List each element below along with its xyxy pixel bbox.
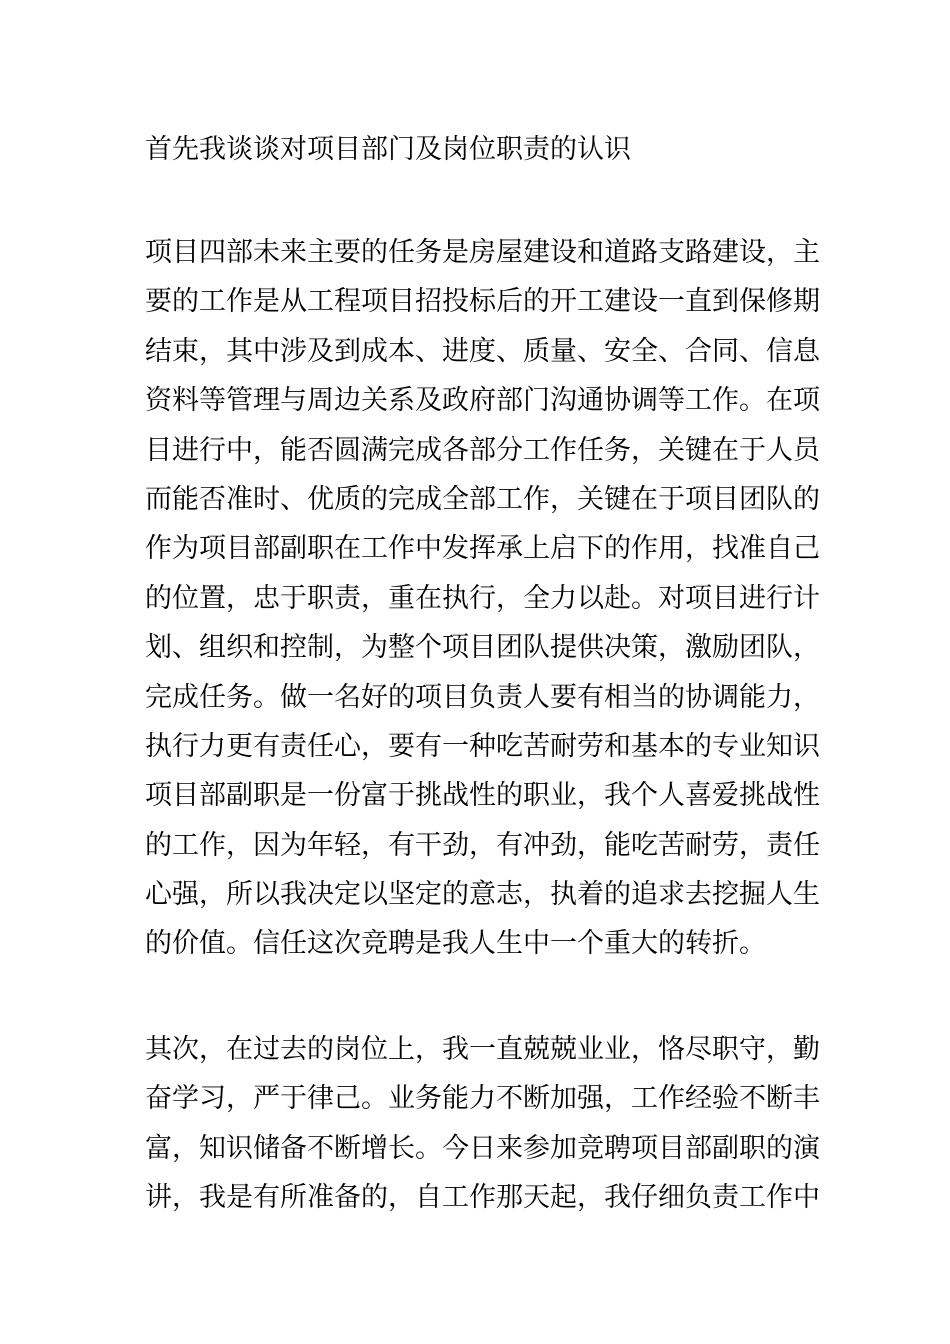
paragraph-line: 心强，所以我决定以坚定的意志，执着的追求去挖掘人生 bbox=[145, 879, 820, 911]
paragraph-line: 讲，我是有所准备的，自工作那天起，我仔细负责工作中 bbox=[145, 1182, 820, 1214]
paragraph-line: 作为项目部副职在工作中发挥承上启下的作用，找准自己 bbox=[145, 533, 820, 565]
paragraph-line: 的位置，忠于职责，重在执行，全力以赴。对项目进行计 bbox=[145, 582, 820, 614]
paragraph-line: 而能否准时、优质的完成全部工作，关键在于项目团队的 bbox=[145, 483, 820, 515]
paragraph-line: 富，知识储备不断增长。今日来参加竞聘项目部副职的演 bbox=[145, 1132, 820, 1164]
paragraph-line: 的价值。信任这次竞聘是我人生中一个重大的转折。 bbox=[145, 928, 766, 960]
paragraph-line: 资料等管理与周边关系及政府部门沟通协调等工作。在项 bbox=[145, 385, 820, 417]
paragraph-2 bbox=[145, 1025, 820, 1223]
paragraph-line: 执行力更有责任心，要有一种吃苦耐劳和基本的专业知识 bbox=[145, 730, 820, 762]
paragraph-line: 目进行中，能否圆满完成各部分工作任务，关键在于人员 bbox=[145, 434, 820, 466]
paragraph-line: 结束，其中涉及到成本、进度、质量、安全、合同、信息 bbox=[145, 335, 820, 367]
paragraph-line: 奋学习，严于律己。业务能力不断加强，工作经验不断丰 bbox=[145, 1083, 820, 1115]
paragraph-line: 的工作，因为年轻，有干劲，有冲劲，能吃苦耐劳，责任 bbox=[145, 829, 820, 861]
section-heading: 首先我谈谈对项目部门及岗位职责的认识 bbox=[145, 134, 631, 165]
paragraph-line: 项目四部未来主要的任务是房屋建设和道路支路建设，主 bbox=[145, 237, 820, 268]
paragraph-line: 项目部副职是一份富于挑战性的职业，我个人喜爱挑战性 bbox=[145, 780, 820, 812]
paragraph-line: 划、组织和控制，为整个项目团队提供决策，激励团队， bbox=[145, 632, 820, 664]
paragraph-1 bbox=[145, 228, 820, 969]
paragraph-line: 其次，在过去的岗位上，我一直兢兢业业，恪尽职守，勤 bbox=[145, 1034, 820, 1065]
paragraph-line: 完成任务。做一名好的项目负责人要有相当的协调能力， bbox=[145, 681, 820, 713]
paragraph-line: 要的工作是从工程项目招投标后的开工建设一直到保修期 bbox=[145, 286, 820, 318]
